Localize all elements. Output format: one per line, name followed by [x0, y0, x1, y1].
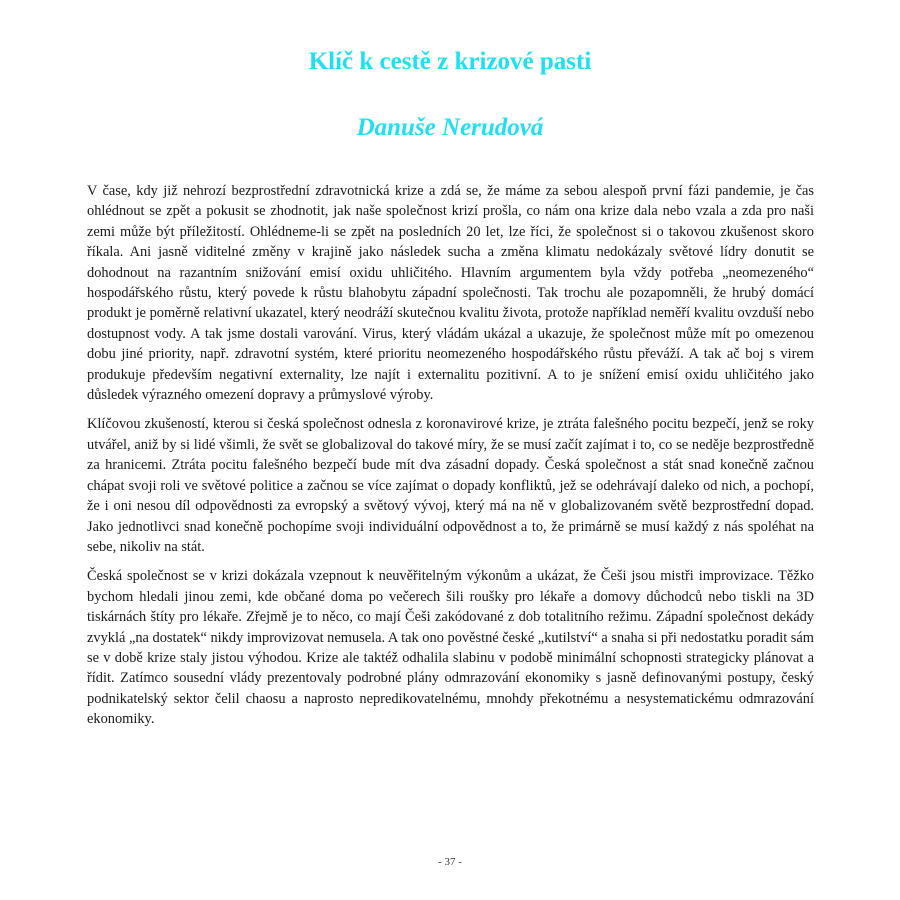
page-number: - 37 - — [438, 856, 462, 868]
paragraph-1: V čase, kdy již nehrozí bezprostřední zdravotnická krize a zdá se, že máme za sebou alespoň první fázi pandemie, je čas ohlédnout se zpět a pokusit se zhodnotit, jak naše společnost krizí prošla, co nám ona krize dala nebo vzala a zda pro naši zemi může být příležitostí. Ohlédneme-li se zpět na posledních 20 let, lze říci, že společnost si o takovou zkušenost skoro říkala. Ani jasně viditelné změny v krajině jako následek sucha a změna klimatu nedokázaly světové lídry donutit se dohodnout na razantním snižování emisí oxidu uhličitého. Hlavním argumentem byla vždy potřeba „neomezeného“ hospodářského růstu, který povede k růstu blahobytu západní společnosti. Tak trochu ale pozapomněli, že hrubý domácí produkt je poměrně relativní ukazatel, který neodráží skutečnou kvalitu života, protože například neměří kvalitu ovzduší nebo dostupnost vody. A tak jsme dostali varování. Virus, který vládám ukázal a ukazuje, že společnost může mít po omezenou dobu jiné priority, např. zdravotní systém, které prioritu neomezeného hospodářského růstu převáží. A tak ač boj s virem produkuje především negativní externality, lze najít i externalitu pozitivní. A to je snížení emisí oxidu uhličitého jako důsledek výrazného omezení dopravy a průmyslové výroby. — [87, 183, 814, 404]
paragraph-2: Klíčovou zkušeností, kterou si česká společnost odnesla z koronavirové krize, je ztráta falešného pocitu bezpečí, jenž se roky utvářel, aniž by si lidé všimli, že svět se globalizoval do takové míry, že se musí začít zajímat i to, co se neděje bezprostředně za hranicemi. Ztráta pocitu falešného bezpečí bude mít dva zásadní dopady. Česká společnost a stát snad konečně začnou chápat svoji roli ve světové politice a začnou se více zajímat o dopady konfliktů, jež se odehrávají daleko od nich, a pochopí, že i oni nesou díl odpovědnosti za evropský a světový vývoj, který má na ně v globalizovaném světě bezprostřední dopad. Jako jednotlivci snad konečně pochopíme svoji individuální odpovědnost a to, že primárně se musí každý z nás spoléhat na sebe, nikoliv na stát. — [87, 416, 814, 555]
paragraph-3: Česká společnost se v krizi dokázala vzepnout k neuvěřitelným výkonům a ukázat, že Češi jsou mistři improvizace. Těžko bychom hledali jinou zemi, kde občané doma po večerech šili roušky pro lékaře a domovy důchodců nebo tiskli na 3D tiskárnách štíty pro lékaře. Zřejmě je to něco, co mají Češi zakódované z dob totalitního režimu. Západní společnost dekády zvyklá „na dostatek“ nikdy improvizovat nemusela. A tak ono pověstné české „kutilství“ a snaha si při nedostatku poradit sám se v době krize staly jistou výhodou. Krize ale taktéž odhalila slabinu v podobě minimální schopnosti strategicky plánovat a řídit. Zatímco sousední vlády prezentovaly podrobné plány odmrazování ekonomiky s jasně definovanými postupy, český podnikatelský sektor čelil chaosu a naprosto nepredikovatelnému, mnohdy překotnému a nesystematickému odmrazování ekonomiky. — [87, 568, 814, 728]
article-body — [87, 181, 814, 739]
article-author: Danuše Nerudová — [356, 114, 544, 141]
article-title: Klíč k cestě z krizové pasti — [308, 48, 592, 75]
